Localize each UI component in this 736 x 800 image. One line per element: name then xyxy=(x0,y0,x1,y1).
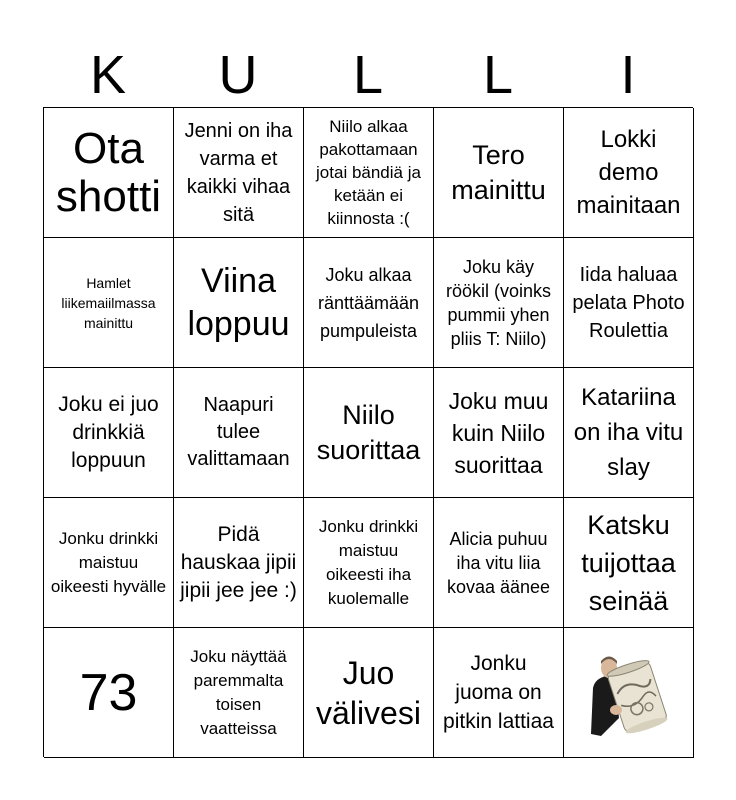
bingo-cell-4-2[interactable] xyxy=(174,498,304,628)
bingo-board xyxy=(43,107,693,757)
cell-text: Tero mainittu xyxy=(451,139,546,205)
bingo-cell-3-1[interactable] xyxy=(44,368,174,498)
bingo-cell-5-5[interactable] xyxy=(564,628,694,758)
cell-text: Jonku drinkki maistuu oikeesti iha kuolemalle xyxy=(318,516,419,608)
bingo-cell-4-1[interactable] xyxy=(44,498,174,628)
bingo-cell-5-3[interactable] xyxy=(304,628,434,758)
bingo-cell-1-5[interactable] xyxy=(564,108,694,238)
bingo-cell-5-4[interactable] xyxy=(434,628,564,758)
cell-text: Joku näyttää paremmalta toisen vaatteissa xyxy=(190,646,287,738)
cell-text: Alicia puhuu iha vitu liia kovaa äänee xyxy=(446,528,551,597)
cell-text: Katsku tuijottaa seinää xyxy=(581,509,676,616)
header-letter-l1: L xyxy=(352,45,384,105)
cell-text: Naapuri tulee valittamaan xyxy=(187,394,290,470)
header-letter-i: I xyxy=(620,45,636,105)
cell-text: Niilo alkaa pakottamaan jotai bändiä ja ketään ei kiinnosta :( xyxy=(316,117,421,228)
header-letter-l2: L xyxy=(482,45,514,105)
bingo-cell-4-4[interactable] xyxy=(434,498,564,628)
bingo-cell-4-5[interactable] xyxy=(564,498,694,628)
cell-text: Jenni on iha varma et kaikki vihaa sitä xyxy=(184,119,293,226)
bingo-cell-2-1[interactable] xyxy=(44,238,174,368)
bingo-cell-2-4[interactable] xyxy=(434,238,564,368)
cell-text: Katariina on iha vitu slay xyxy=(573,384,684,481)
person-with-beer-can-icon xyxy=(589,648,669,738)
bingo-cell-1-3[interactable] xyxy=(304,108,434,238)
bingo-cell-1-4[interactable] xyxy=(434,108,564,238)
bingo-cell-2-5[interactable] xyxy=(564,238,694,368)
cell-text: Juo välivesi xyxy=(316,654,421,731)
bingo-cell-3-3[interactable] xyxy=(304,368,434,498)
cell-text: Joku ei juo drinkkiä loppuun xyxy=(58,392,159,472)
bingo-cell-5-2[interactable] xyxy=(174,628,304,758)
cell-text: Iida haluaa pelata Photo Roulettia xyxy=(572,263,685,342)
header-letter-k: K xyxy=(89,45,127,105)
cell-text: Joku muu kuin Niilo suorittaa xyxy=(448,387,549,478)
bingo-cell-1-1[interactable] xyxy=(44,108,174,238)
cell-text: Hamlet liikemaiilmassa mainittu xyxy=(61,274,156,331)
bingo-cell-3-5[interactable] xyxy=(564,368,694,498)
cell-text: Jonku juoma on pitkin lattiaa xyxy=(443,652,554,733)
cell-text: Joku alkaa ränttäämään pumpuleista xyxy=(317,264,420,341)
bingo-cell-5-1[interactable] xyxy=(44,628,174,758)
bingo-header xyxy=(43,44,693,106)
bingo-cell-3-4[interactable] xyxy=(434,368,564,498)
cell-text: 73 xyxy=(79,663,138,722)
bingo-cell-2-2[interactable] xyxy=(174,238,304,368)
cell-text: Jonku drinkki maistuu oikeesti hyvälle xyxy=(50,528,167,596)
cell-text: Joku käy röökil (voinks pummii yhen pliis T: Niilo) xyxy=(445,256,552,349)
cell-text: Pidä hauskaa jipii jipii jee jee :) xyxy=(180,522,297,602)
bingo-cell-1-2[interactable] xyxy=(174,108,304,238)
bingo-cell-4-3[interactable] xyxy=(304,498,434,628)
header-letter-u: U xyxy=(218,45,258,105)
bingo-cell-3-2[interactable] xyxy=(174,368,304,498)
cell-text: Niilo suorittaa xyxy=(316,399,421,465)
bingo-cell-2-3[interactable] xyxy=(304,238,434,368)
cell-text: Ota shotti xyxy=(55,123,162,221)
cell-text: Viina loppuu xyxy=(187,261,290,343)
cell-text: Lokki demo mainitaan xyxy=(576,126,681,219)
